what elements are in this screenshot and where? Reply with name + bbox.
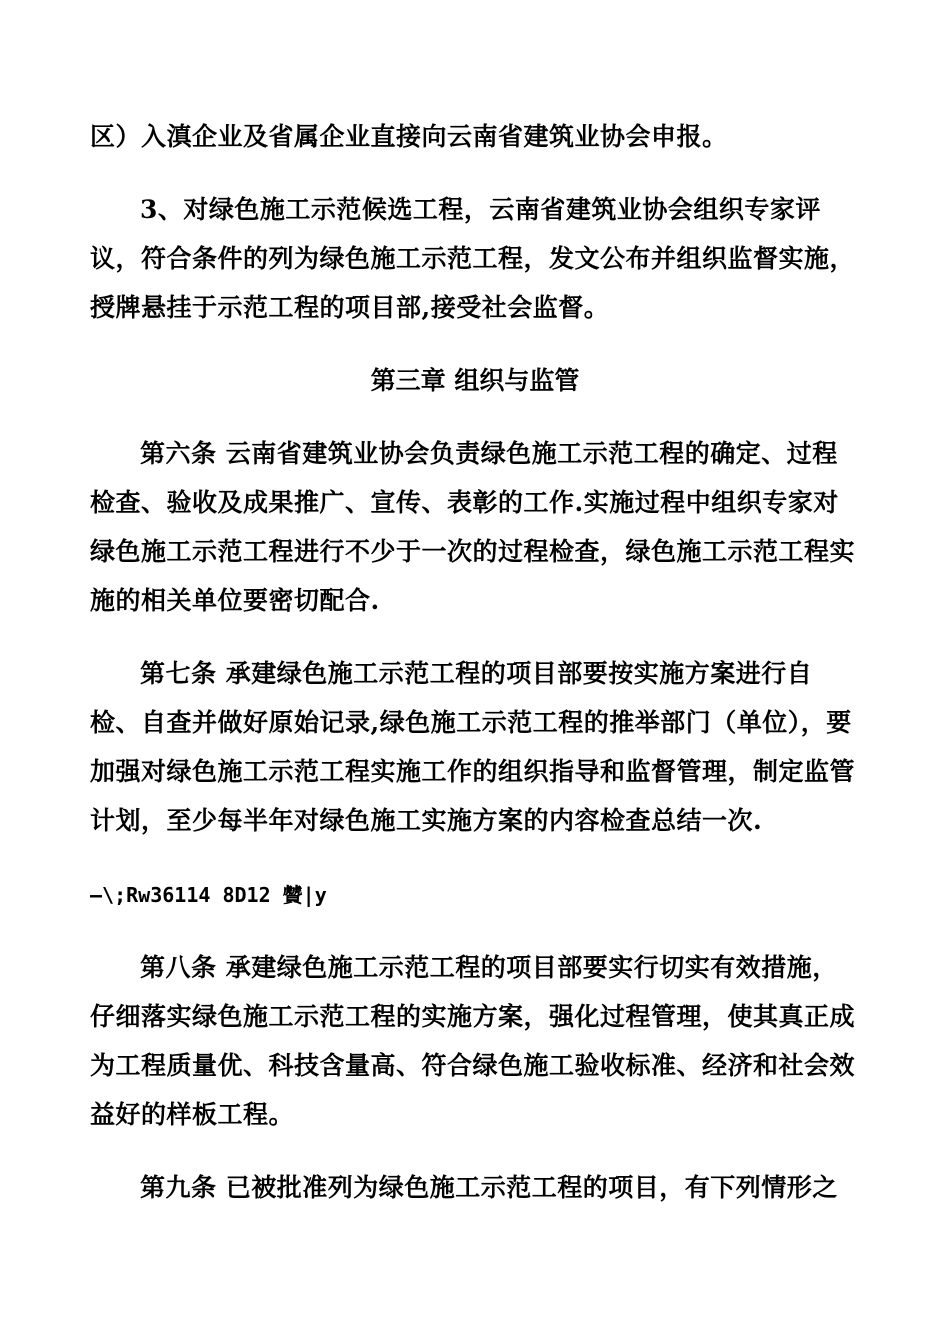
text-line: 第七条 承建绿色施工示范工程的项目部要按实施方案进行自 xyxy=(140,659,813,688)
text-line: 为工程质量优、科技含量高、符合绿色施工验收标准、经济和社会效 xyxy=(90,1051,856,1080)
text-line: 区）入滇企业及省属企业直接向云南省建筑业协会申报。 xyxy=(90,122,728,151)
text-line: 施的相关单位要密切配合. xyxy=(90,586,380,615)
text-line: 仔细落实绿色施工示范工程的实施方案，强化过程管理，使其真正成 xyxy=(90,1002,856,1031)
text-line: 第六条 云南省建筑业协会负责绿色施工示范工程的确定、过程 xyxy=(140,439,838,468)
chapter-heading: 第三章 组织与监管 xyxy=(370,366,580,395)
text-line: 授牌悬挂于示范工程的项目部,接受社会监督。 xyxy=(90,293,610,322)
text-line: 益好的样板工程。 xyxy=(90,1100,295,1129)
text-line: 检查、验收及成果推广、宣传、表彰的工作.实施过程中组织专家对 xyxy=(90,488,839,517)
text-line: 第九条 已被批准列为绿色施工示范工程的项目，有下列情形之 xyxy=(140,1173,838,1202)
garbled-text-line: —\;Rw36114 8D12 贙|y xyxy=(90,883,327,907)
text-line: 3、对绿色施工示范候选工程，云南省建筑业协会组织专家评 xyxy=(140,195,821,224)
text-line: 计划，至少每半年对绿色施工实施方案的内容检查总结一次. xyxy=(90,806,763,835)
text-line: 加强对绿色施工示范工程实施工作的组织指导和监督管理，制定监管 xyxy=(90,757,856,786)
text-line: 第八条 承建绿色施工示范工程的项目部要实行切实有效措施， xyxy=(140,953,838,982)
text-line: 检、自查并做好原始记录,绿色施工示范工程的推举部门（单位），要 xyxy=(90,708,852,737)
text-line: 绿色施工示范工程进行不少于一次的过程检查，绿色施工示范工程实 xyxy=(90,537,856,566)
text-line: 议，符合条件的列为绿色施工示范工程，发文公布并组织监督实施， xyxy=(90,244,856,273)
